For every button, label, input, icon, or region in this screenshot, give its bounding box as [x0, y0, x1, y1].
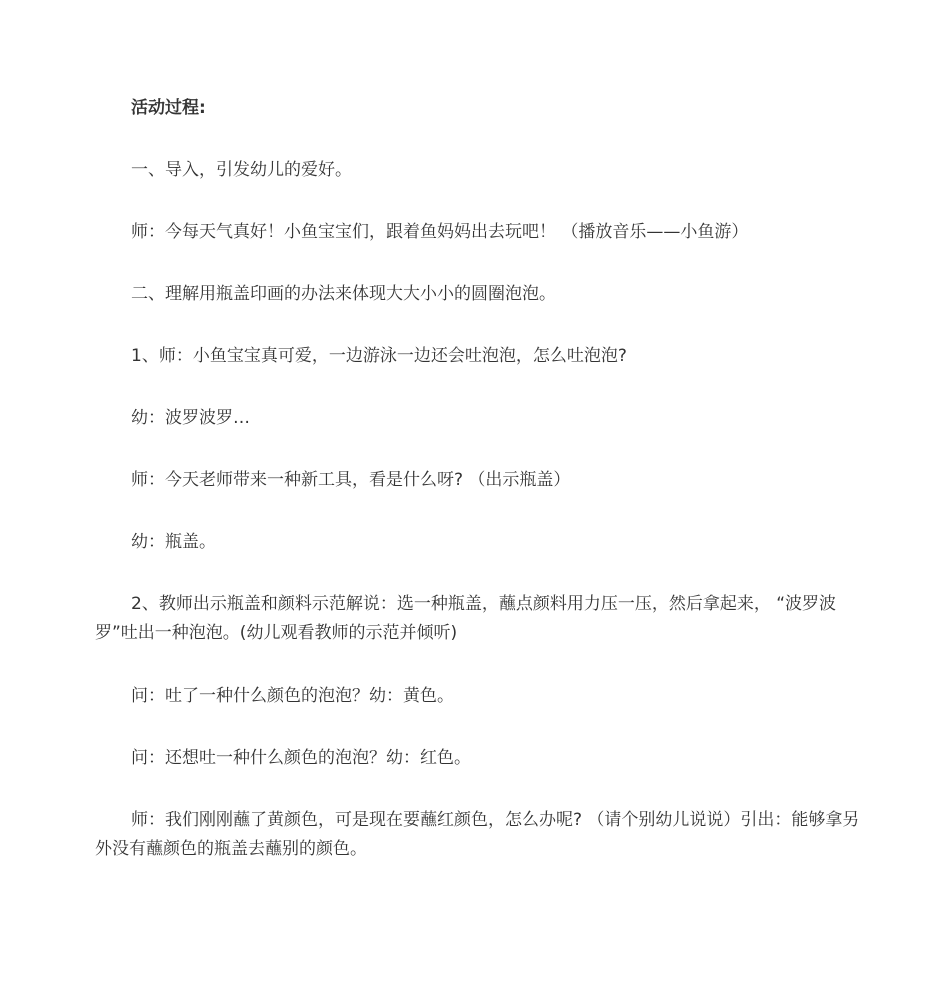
- paragraph-teacher-demonstration: 2、教师出示瓶盖和颜料示范解说：选一种瓶盖，蘸点颜料用力压一压，然后拿起来， “波罗波罗”吐出一种泡泡。(幼儿观看教师的示范并倾听): [95, 594, 837, 643]
- paragraph-teacher-new-tool: 师：今天老师带来一种新工具，看是什么呀? （出示瓶盖）: [131, 470, 571, 490]
- paragraph-child-answer-bottle-cap: 幼：瓶盖。: [131, 532, 216, 552]
- paragraph-question-red: 问：还想吐一种什么颜色的泡泡？幼：红色。: [131, 748, 471, 768]
- paragraph-teacher-change-color: 师：我们刚刚蘸了黄颜色，可是现在要蘸红颜色，怎么办呢? （请个别幼儿说说）引出：能够拿另外没有蘸颜色的瓶盖去蘸别的颜色。: [95, 810, 860, 859]
- paragraph-intro-heading: 一、导入，引发幼儿的爱好。: [131, 160, 352, 180]
- paragraph-question-yellow: 问：吐了一种什么颜色的泡泡？幼：黄色。: [131, 686, 454, 706]
- paragraph-section-two-heading: 二、理解用瓶盖印画的办法来体现大大小小的圆圈泡泡。: [131, 284, 556, 304]
- section-heading-activity-process: 活动过程:: [131, 98, 206, 118]
- paragraph-child-answer-boluo: 幼：波罗波罗…: [131, 408, 250, 428]
- paragraph-teacher-weather: 师：今每天气真好！小鱼宝宝们，跟着鱼妈妈出去玩吧！ （播放音乐——小鱼游）: [131, 222, 749, 242]
- paragraph-teacher-bubbles-question: 1、师：小鱼宝宝真可爱，一边游泳一边还会吐泡泡，怎么吐泡泡?: [131, 346, 627, 366]
